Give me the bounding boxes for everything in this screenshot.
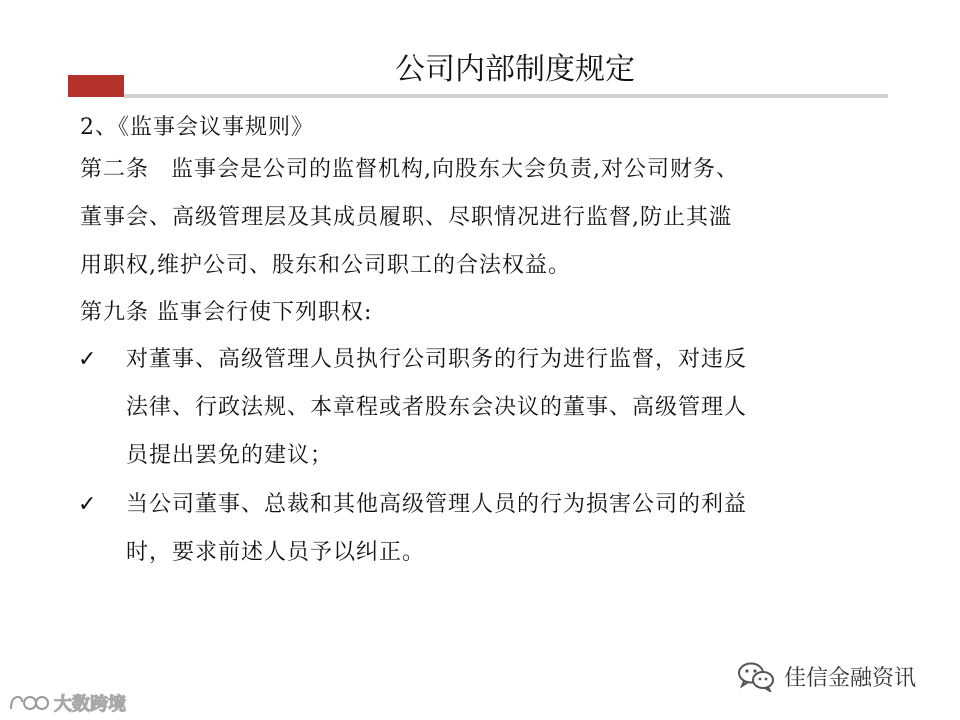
check-icon: ✓ — [78, 347, 97, 372]
brand-logo-icon — [8, 693, 50, 713]
bullet-2-line-1: 当公司董事、总裁和其他高级管理人员的行为损害公司的利益 — [126, 492, 748, 517]
page-title: 公司内部制度规定 — [395, 52, 635, 87]
title-accent-block — [68, 75, 124, 97]
article-2-line-3: 用职权,维护公司、股东和公司职工的合法权益。 — [80, 253, 571, 278]
article-2-label: 第二条 — [80, 157, 150, 182]
bullet-1-line-3: 员提出罢免的建议； — [126, 443, 334, 468]
article-2-line-2: 董事会、高级管理层及其成员履职、尽职情况进行监督,防止其滥 — [80, 205, 732, 230]
bullet-1-line-2: 法律、行政法规、本章程或者股东会决议的董事、高级管理人 — [126, 395, 748, 420]
watermark-text: 大数跨境 — [54, 694, 126, 715]
section-heading: 2、《监事会议事规则》 — [80, 115, 314, 140]
title-divider — [124, 94, 888, 98]
watermark — [8, 690, 126, 716]
bullet-1-line-1: 对董事、高级管理人员执行公司职务的行为进行监督，对违反 — [126, 347, 748, 372]
article-9-line: 第九条 监事会行使下列职权: — [80, 300, 373, 325]
bullet-2-line-2: 时，要求前述人员予以纠正。 — [126, 540, 426, 565]
wechat-icon — [736, 660, 776, 692]
wechat-account-name: 佳信金融资讯 — [784, 665, 917, 691]
check-icon: ✓ — [78, 492, 97, 517]
article-2-line-1: 第二条 监事会是公司的监督机构,向股东大会负责,对公司财务、 — [80, 157, 740, 182]
wechat-account-badge — [736, 660, 916, 692]
